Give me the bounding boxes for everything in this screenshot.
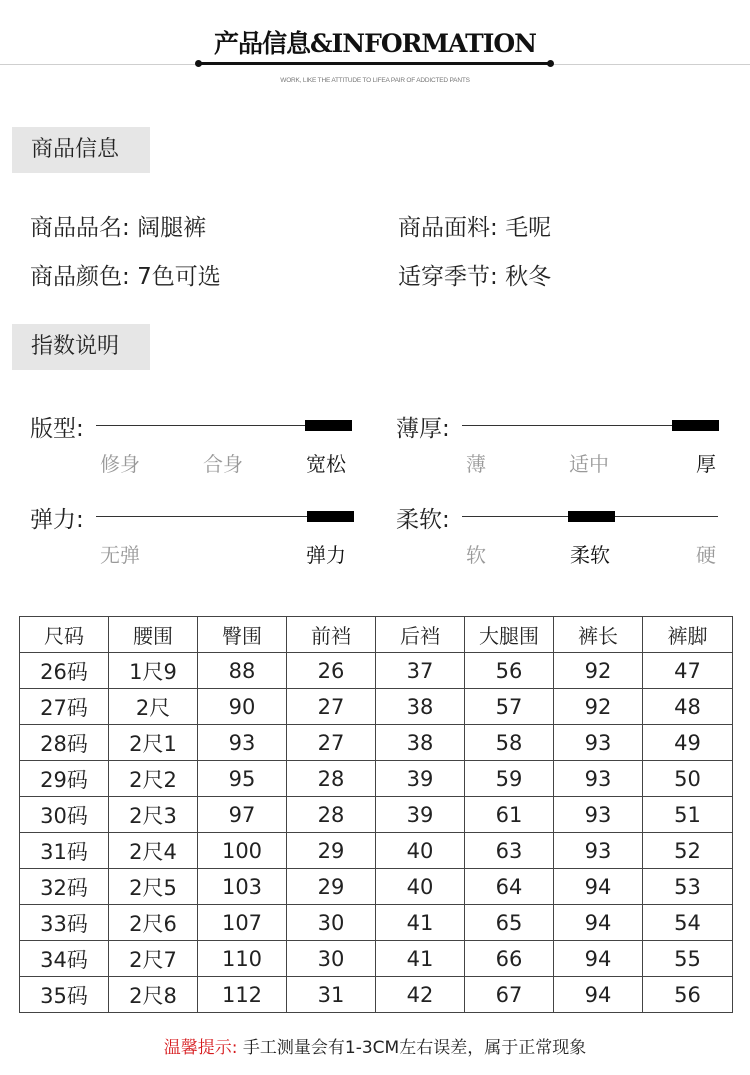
column-header: 前裆 xyxy=(287,617,376,653)
page-title: 产品信息&INFORMATION xyxy=(213,29,537,58)
column-header: 腰围 xyxy=(109,617,198,653)
table-cell: 29 xyxy=(287,833,376,869)
table-cell: 28 xyxy=(287,797,376,833)
scale-fit-marker xyxy=(305,420,352,431)
table-cell: 28码 xyxy=(20,725,109,761)
table-cell: 92 xyxy=(554,689,643,725)
column-header: 裤脚 xyxy=(643,617,733,653)
table-cell: 31 xyxy=(287,977,376,1013)
section-label-product-info: 商品信息 xyxy=(12,127,150,173)
table-row xyxy=(20,653,733,689)
table-cell: 65 xyxy=(465,905,554,941)
table-cell: 61 xyxy=(465,797,554,833)
table-cell: 56 xyxy=(465,653,554,689)
table-cell: 31码 xyxy=(20,833,109,869)
column-header: 大腿围 xyxy=(465,617,554,653)
table-cell: 93 xyxy=(554,833,643,869)
table-cell: 32码 xyxy=(20,869,109,905)
notice-label: 温馨提示: xyxy=(163,1038,238,1058)
table-row xyxy=(20,797,733,833)
table-cell: 52 xyxy=(643,833,733,869)
table-cell: 56 xyxy=(643,977,733,1013)
table-cell: 1尺9 xyxy=(109,653,198,689)
table-cell: 2尺2 xyxy=(109,761,198,797)
bullet-left-icon xyxy=(195,60,202,67)
info-value: 7色可选 xyxy=(137,264,221,290)
table-cell: 93 xyxy=(554,761,643,797)
table-cell: 55 xyxy=(643,941,733,977)
table-cell: 33码 xyxy=(20,905,109,941)
table-row xyxy=(20,725,733,761)
scale-thickness-option: 适中 xyxy=(569,452,609,476)
table-cell: 30 xyxy=(287,941,376,977)
table-cell: 42 xyxy=(376,977,465,1013)
table-cell: 2尺3 xyxy=(109,797,198,833)
table-cell: 95 xyxy=(198,761,287,797)
table-cell: 48 xyxy=(643,689,733,725)
table-row xyxy=(20,869,733,905)
table-cell: 107 xyxy=(198,905,287,941)
table-cell: 59 xyxy=(465,761,554,797)
header-accent-bar xyxy=(199,62,550,65)
table-row xyxy=(20,761,733,797)
table-cell: 2尺5 xyxy=(109,869,198,905)
table-cell: 30 xyxy=(287,905,376,941)
table-cell: 40 xyxy=(376,833,465,869)
table-cell: 28 xyxy=(287,761,376,797)
table-cell: 26码 xyxy=(20,653,109,689)
info-value: 阔腿裤 xyxy=(137,215,207,241)
table-cell: 30码 xyxy=(20,797,109,833)
section-label-index: 指数说明 xyxy=(12,324,150,370)
scale-softness-option-selected: 柔软 xyxy=(570,543,610,567)
table-cell: 38 xyxy=(376,689,465,725)
table-cell: 47 xyxy=(643,653,733,689)
scale-softness-option: 软 xyxy=(466,543,486,567)
info-value: 毛呢 xyxy=(505,215,552,241)
scale-thickness-option-selected: 厚 xyxy=(696,452,716,476)
table-cell: 49 xyxy=(643,725,733,761)
table-cell: 92 xyxy=(554,653,643,689)
scale-stretch-label: 弹力: xyxy=(30,507,84,533)
table-cell: 94 xyxy=(554,905,643,941)
scale-thickness-option: 薄 xyxy=(466,452,486,476)
page-subtitle: WORK, LIKE THE ATTITUDE TO LIFEA PAIR OF ADDICTED PANTS xyxy=(280,77,470,84)
info-key: 商品颜色: xyxy=(30,264,130,290)
table-cell: 39 xyxy=(376,797,465,833)
table-cell: 2尺6 xyxy=(109,905,198,941)
table-cell: 54 xyxy=(643,905,733,941)
table-cell: 57 xyxy=(465,689,554,725)
bullet-right-icon xyxy=(547,60,554,67)
notice xyxy=(0,1033,750,1058)
scale-softness-option: 硬 xyxy=(696,543,716,567)
table-cell: 66 xyxy=(465,941,554,977)
table-cell: 39 xyxy=(376,761,465,797)
table-cell: 110 xyxy=(198,941,287,977)
info-product-name xyxy=(30,209,206,242)
column-header: 尺码 xyxy=(20,617,109,653)
table-header-row xyxy=(20,617,733,653)
table-cell: 103 xyxy=(198,869,287,905)
table-cell: 50 xyxy=(643,761,733,797)
table-cell: 67 xyxy=(465,977,554,1013)
table-cell: 2尺8 xyxy=(109,977,198,1013)
table-cell: 34码 xyxy=(20,941,109,977)
table-cell: 63 xyxy=(465,833,554,869)
table-cell: 93 xyxy=(554,797,643,833)
table-cell: 40 xyxy=(376,869,465,905)
table-cell: 29码 xyxy=(20,761,109,797)
table-cell: 94 xyxy=(554,977,643,1013)
scale-thickness-marker xyxy=(672,420,719,431)
table-cell: 90 xyxy=(198,689,287,725)
table-cell: 88 xyxy=(198,653,287,689)
table-cell: 58 xyxy=(465,725,554,761)
info-fabric xyxy=(398,209,551,242)
table-cell: 41 xyxy=(376,941,465,977)
table-cell: 41 xyxy=(376,905,465,941)
table-cell: 2尺 xyxy=(109,689,198,725)
size-table xyxy=(19,616,733,1013)
table-row xyxy=(20,941,733,977)
table-cell: 38 xyxy=(376,725,465,761)
table-cell: 2尺7 xyxy=(109,941,198,977)
column-header: 后裆 xyxy=(376,617,465,653)
info-key: 适穿季节: xyxy=(398,264,498,290)
scale-thickness-label: 薄厚: xyxy=(396,416,450,442)
table-row xyxy=(20,977,733,1013)
table-cell: 94 xyxy=(554,941,643,977)
table-cell: 26 xyxy=(287,653,376,689)
table-cell: 94 xyxy=(554,869,643,905)
scale-softness-marker xyxy=(568,511,615,522)
scale-stretch-option-selected: 弹力 xyxy=(306,543,346,567)
column-header: 臀围 xyxy=(198,617,287,653)
column-header: 裤长 xyxy=(554,617,643,653)
info-season xyxy=(398,258,551,291)
scale-fit-option: 合身 xyxy=(203,452,243,476)
table-cell: 112 xyxy=(198,977,287,1013)
notice-text: 手工测量会有1-3CM左右误差，属于正常现象 xyxy=(242,1038,587,1058)
table-row xyxy=(20,905,733,941)
scale-fit-label: 版型: xyxy=(30,416,84,442)
info-key: 商品品名: xyxy=(30,215,130,241)
table-cell: 51 xyxy=(643,797,733,833)
table-cell: 2尺4 xyxy=(109,833,198,869)
table-cell: 53 xyxy=(643,869,733,905)
table-cell: 93 xyxy=(554,725,643,761)
table-cell: 27 xyxy=(287,689,376,725)
table-row xyxy=(20,689,733,725)
table-cell: 100 xyxy=(198,833,287,869)
table-cell: 64 xyxy=(465,869,554,905)
table-cell: 29 xyxy=(287,869,376,905)
info-value: 秋冬 xyxy=(505,264,552,290)
table-cell: 37 xyxy=(376,653,465,689)
scale-fit-option-selected: 宽松 xyxy=(306,452,346,476)
table-cell: 2尺1 xyxy=(109,725,198,761)
scale-softness-label: 柔软: xyxy=(396,507,450,533)
scale-stretch-marker xyxy=(307,511,354,522)
table-cell: 27 xyxy=(287,725,376,761)
table-cell: 93 xyxy=(198,725,287,761)
table-cell: 35码 xyxy=(20,977,109,1013)
info-key: 商品面料: xyxy=(398,215,498,241)
table-row xyxy=(20,833,733,869)
scale-fit-option: 修身 xyxy=(100,452,140,476)
table-cell: 97 xyxy=(198,797,287,833)
table-cell: 27码 xyxy=(20,689,109,725)
info-color xyxy=(30,258,221,291)
scale-stretch-option: 无弹 xyxy=(100,543,140,567)
